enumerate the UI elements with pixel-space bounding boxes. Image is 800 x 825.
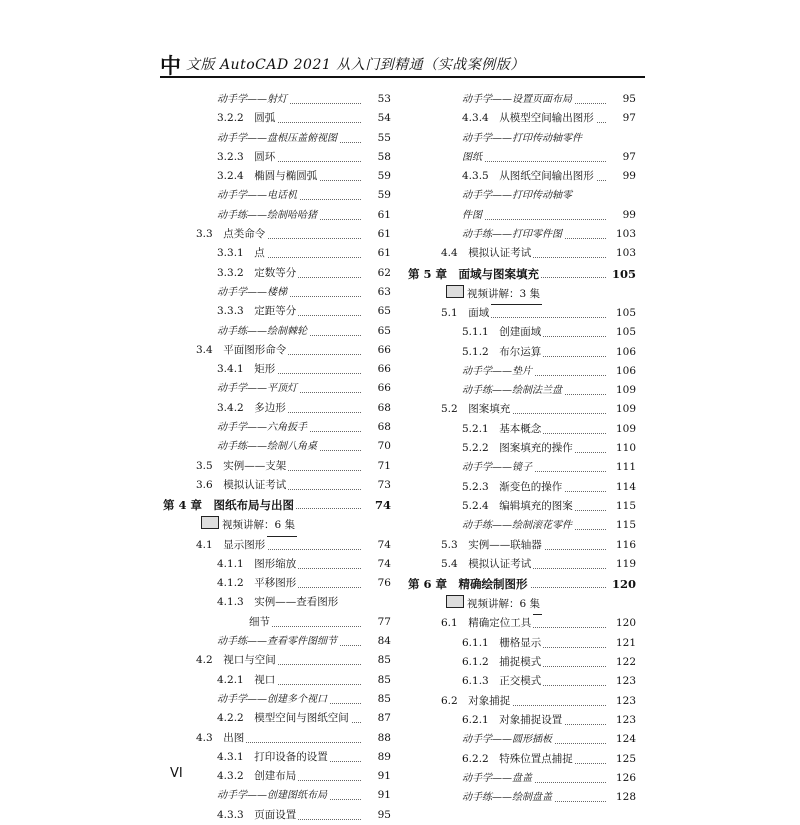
toc-entry-title: 3.3.2 定数等分 xyxy=(163,264,298,283)
video-label-box xyxy=(444,595,542,615)
toc-entry xyxy=(163,167,391,186)
video-lecture-label xyxy=(163,516,391,535)
toc-entry-title: 动手学——盘盖 xyxy=(408,769,534,788)
toc-entry-title: 6.1.2 捕捉模式 xyxy=(408,653,543,672)
toc-entry-title: 第 5 章 面域与图案填充 xyxy=(408,264,541,285)
toc-page-number: 85 xyxy=(376,651,391,670)
toc-entry xyxy=(163,574,391,593)
toc-page-number: 97 xyxy=(621,109,636,128)
toc-entry xyxy=(163,225,391,244)
toc-entry-title: 动手学——创建图纸布局 xyxy=(163,786,329,805)
toc-page-number: 128 xyxy=(614,788,636,807)
toc-entry xyxy=(408,186,636,205)
toc-entry-title: 3.6 模拟认证考试 xyxy=(163,476,288,495)
toc-page-number: 73 xyxy=(376,476,391,495)
toc-entry-title: 3.2.4 椭圆与椭圆弧 xyxy=(163,167,319,186)
toc-entry xyxy=(163,90,391,109)
toc-entry-title: 3.5 实例——支架 xyxy=(163,457,288,476)
toc-entry-title: 3.3.3 定距等分 xyxy=(163,302,298,321)
toc-entry-title: 动手学——六角扳手 xyxy=(163,418,309,437)
toc-entry xyxy=(408,788,636,807)
toc-page-number: 125 xyxy=(614,750,636,769)
toc-entry-title: 3.4 平面图形命令 xyxy=(163,341,288,360)
toc-entry-title: 3.4.1 矩形 xyxy=(163,360,277,379)
toc-page-number: 116 xyxy=(614,536,636,555)
toc-page-number: 55 xyxy=(376,129,391,148)
toc-entry xyxy=(408,167,636,186)
toc-page-number: 109 xyxy=(614,381,636,400)
toc-entry xyxy=(163,729,391,748)
toc-entry xyxy=(408,653,636,672)
toc-entry-title: 3.4.2 多边形 xyxy=(163,399,288,418)
toc-entry-title: 4.3 出图 xyxy=(163,729,246,748)
toc-page-number: 65 xyxy=(376,302,391,321)
toc-entry-title: 3.3.1 点 xyxy=(163,244,267,263)
toc-entry xyxy=(163,786,391,805)
toc-page-number: 71 xyxy=(376,457,391,476)
toc-page-number: 95 xyxy=(376,806,391,825)
toc-entry-title: 第 6 章 精确绘制图形 xyxy=(408,574,530,595)
toc-entry xyxy=(408,439,636,458)
toc-page-number: 122 xyxy=(614,653,636,672)
toc-entry-title: 4.1.3 实例——查看图形 xyxy=(163,593,340,612)
toc-entry xyxy=(163,593,391,612)
toc-page-number: 59 xyxy=(376,167,391,186)
toc-page-number: 115 xyxy=(614,497,636,516)
toc-page-number: 66 xyxy=(376,341,391,360)
toc-entry-title: 3.2.2 圆弧 xyxy=(163,109,277,128)
toc-entry xyxy=(163,148,391,167)
toc-page-number: 68 xyxy=(376,418,391,437)
toc-page-number: 121 xyxy=(614,634,636,653)
toc-entry xyxy=(408,381,636,400)
toc-page-number: 119 xyxy=(614,555,636,574)
toc-entry-title: 6.2.2 特殊位置点捕捉 xyxy=(408,750,575,769)
toc-page-number: 124 xyxy=(614,730,636,749)
video-icon xyxy=(446,595,464,608)
toc-entry xyxy=(163,536,391,555)
toc-entry xyxy=(408,343,636,362)
toc-entry xyxy=(408,536,636,555)
toc-entry-title: 动手学——创建多个视口 xyxy=(163,690,329,709)
toc-entry-title: 4.1.2 平移图形 xyxy=(163,574,298,593)
toc-page-number: 110 xyxy=(614,439,636,458)
toc-page-number: 99 xyxy=(621,167,636,186)
toc-page-number: 115 xyxy=(614,516,636,535)
toc-entry-title: 动手学——打印传动轴零 xyxy=(408,186,574,205)
toc-page-number: 105 xyxy=(614,323,636,342)
toc-page-number: 66 xyxy=(376,379,391,398)
toc-entry xyxy=(408,730,636,749)
toc-entry-title: 5.2.4 编辑填充的图案 xyxy=(408,497,575,516)
toc-entry xyxy=(163,302,391,321)
toc-page-number: 87 xyxy=(376,709,391,728)
toc-entry xyxy=(408,206,636,225)
toc-entry-title: 4.3.4 从模型空间输出图形 xyxy=(408,109,596,128)
toc-entry xyxy=(408,129,636,148)
toc-page-number: 76 xyxy=(376,574,391,593)
toc-entry-title: 6.1.3 正交模式 xyxy=(408,672,543,691)
toc-entry xyxy=(408,362,636,381)
toc-entry xyxy=(408,458,636,477)
toc-entry xyxy=(163,379,391,398)
toc-chapter xyxy=(408,574,636,595)
video-label-box xyxy=(199,516,297,536)
video-label-box xyxy=(444,285,542,305)
toc-page-number: 77 xyxy=(376,613,391,632)
video-icon xyxy=(446,285,464,298)
toc-page-number: 61 xyxy=(376,206,391,225)
toc-entry-title: 5.2.2 图案填充的操作 xyxy=(408,439,575,458)
toc-entry-title: 动手学——楼梯 xyxy=(163,283,289,302)
toc-entry-title: 5.2.3 渐变色的操作 xyxy=(408,478,564,497)
toc-entry xyxy=(163,109,391,128)
toc-entry xyxy=(163,360,391,379)
toc-entry-title: 5.1.1 创建面域 xyxy=(408,323,543,342)
toc-page-number: 74 xyxy=(376,536,391,555)
toc-page-number: 58 xyxy=(376,148,391,167)
toc-right-column xyxy=(408,90,636,807)
toc-page-number: 70 xyxy=(376,437,391,456)
toc-entry-title: 5.2 图案填充 xyxy=(408,400,512,419)
toc-entry xyxy=(163,341,391,360)
video-lecture-label xyxy=(408,285,636,304)
toc-entry-title: 4.2.1 视口 xyxy=(163,671,277,690)
toc-entry-title: 5.2.1 基本概念 xyxy=(408,420,543,439)
toc-entry xyxy=(408,244,636,263)
toc-page-number: 105 xyxy=(614,304,636,323)
toc-entry xyxy=(163,418,391,437)
running-header xyxy=(160,48,640,78)
toc-entry xyxy=(408,420,636,439)
toc-entry xyxy=(163,399,391,418)
toc-page-number: 89 xyxy=(376,748,391,767)
toc-entry-title: 动手学——镜子 xyxy=(408,458,534,477)
toc-entry-title: 动手学——电话机 xyxy=(163,186,299,205)
toc-entry xyxy=(408,400,636,419)
toc-page-number: 106 xyxy=(614,362,636,381)
toc-entry-title: 动手练——绘制滚花零件 xyxy=(408,516,574,535)
toc-entry xyxy=(163,437,391,456)
toc-entry-title: 动手练——绘制八角桌 xyxy=(163,437,319,456)
toc-entry xyxy=(163,244,391,263)
toc-entry-title: 动手学——平顶灯 xyxy=(163,379,299,398)
toc-entry xyxy=(408,304,636,323)
video-label-text: 视频讲解：3 集 xyxy=(467,287,541,300)
toc-entry-title: 动手学——打印传动轴零件 xyxy=(408,129,584,148)
toc-entry-title: 细节 xyxy=(163,613,272,632)
toc-page-number: 61 xyxy=(376,225,391,244)
toc-entry xyxy=(163,632,391,651)
toc-entry xyxy=(408,711,636,730)
toc-entry xyxy=(408,148,636,167)
toc-left-column xyxy=(163,90,391,825)
toc-entry-title: 动手练——查看零件图细节 xyxy=(163,632,339,651)
toc-page-number: 106 xyxy=(614,343,636,362)
toc-entry-title: 6.2.1 对象捕捉设置 xyxy=(408,711,564,730)
toc-entry-title: 动手练——绘制哈哈猪 xyxy=(163,206,319,225)
toc-entry-title: 6.2 对象捕捉 xyxy=(408,692,512,711)
toc-page-number: 123 xyxy=(614,711,636,730)
toc-page-number: 109 xyxy=(614,400,636,419)
toc-entry-title: 动手练——打印零件图 xyxy=(408,225,564,244)
toc-page-number: 66 xyxy=(376,360,391,379)
toc-entry xyxy=(163,767,391,786)
toc-entry-title: 动手学——圆形插板 xyxy=(408,730,554,749)
toc-page-number: 114 xyxy=(614,478,636,497)
toc-entry-title: 动手练——绘制法兰盘 xyxy=(408,381,564,400)
toc-entry xyxy=(163,264,391,283)
toc-page-number: 103 xyxy=(614,225,636,244)
toc-page-number: 85 xyxy=(376,671,391,690)
toc-entry-title: 6.1 精确定位工具 xyxy=(408,614,533,633)
toc-entry xyxy=(163,186,391,205)
toc-entry xyxy=(408,672,636,691)
toc-page-number: 91 xyxy=(376,767,391,786)
toc-chapter xyxy=(408,264,636,285)
toc-entry xyxy=(163,748,391,767)
toc-entry xyxy=(408,323,636,342)
toc-entry-title: 4.3.5 从图纸空间输出图形 xyxy=(408,167,596,186)
toc-page-number: 63 xyxy=(376,283,391,302)
toc-chapter xyxy=(163,495,391,516)
toc-entry xyxy=(163,129,391,148)
toc-page-number: 91 xyxy=(376,786,391,805)
toc-page-number: 95 xyxy=(621,90,636,109)
toc-page-number: 97 xyxy=(621,148,636,167)
toc-page-number: 123 xyxy=(614,672,636,691)
toc-entry-title: 4.4 模拟认证考试 xyxy=(408,244,533,263)
toc-page-number: 111 xyxy=(614,458,636,477)
toc-entry xyxy=(408,109,636,128)
toc-entry-title: 4.1.1 图形缩放 xyxy=(163,555,298,574)
toc-entry xyxy=(163,206,391,225)
page-number: VI xyxy=(170,766,183,781)
toc-entry xyxy=(408,750,636,769)
toc-entry xyxy=(163,806,391,825)
toc-page-number: 59 xyxy=(376,186,391,205)
toc-entry xyxy=(408,692,636,711)
toc-page-number: 54 xyxy=(376,109,391,128)
toc-entry-title: 5.1.2 布尔运算 xyxy=(408,343,543,362)
toc-entry-title xyxy=(408,285,544,305)
toc-entry xyxy=(163,651,391,670)
toc-page-number: 74 xyxy=(376,555,391,574)
toc-entry-title: 3.2.3 圆环 xyxy=(163,148,277,167)
toc-entry xyxy=(163,671,391,690)
toc-entry-title: 动手学——射灯 xyxy=(163,90,289,109)
toc-page-number: 105 xyxy=(610,264,636,285)
toc-entry-title: 6.1.1 栅格显示 xyxy=(408,634,543,653)
toc-entry-title: 动手学——设置页面布局 xyxy=(408,90,574,109)
toc-entry-title: 4.3.2 创建布局 xyxy=(163,767,298,786)
toc-entry xyxy=(163,690,391,709)
toc-entry xyxy=(408,769,636,788)
toc-page-number: 84 xyxy=(376,632,391,651)
toc-page-number: 99 xyxy=(621,206,636,225)
toc-entry-title xyxy=(163,516,299,536)
toc-entry-title: 件图 xyxy=(408,206,484,225)
toc-entry-title: 图纸 xyxy=(408,148,484,167)
toc-entry xyxy=(408,614,636,633)
toc-entry-title: 3.3 点类命令 xyxy=(163,225,267,244)
video-lecture-label xyxy=(408,595,636,614)
toc-page-number: 109 xyxy=(614,420,636,439)
toc-page-number: 68 xyxy=(376,399,391,418)
toc-page-number: 126 xyxy=(614,769,636,788)
toc-entry-title: 4.3.3 页面设置 xyxy=(163,806,298,825)
toc-entry-title: 4.1 显示图形 xyxy=(163,536,267,555)
toc-entry xyxy=(408,90,636,109)
toc-entry-title: 5.1 面域 xyxy=(408,304,491,323)
toc-page-number: 120 xyxy=(610,574,636,595)
toc-entry-title: 动手学——盘根压盖俯视图 xyxy=(163,129,339,148)
toc-page-number: 123 xyxy=(614,692,636,711)
toc-page-number: 74 xyxy=(373,495,391,516)
video-label-text: 视频讲解：6 集 xyxy=(467,598,541,611)
toc-entry xyxy=(408,478,636,497)
toc-entry xyxy=(163,476,391,495)
toc-entry xyxy=(163,555,391,574)
toc-entry xyxy=(163,322,391,341)
toc-entry-title: 4.3.1 打印设备的设置 xyxy=(163,748,330,767)
toc-page-number: 61 xyxy=(376,244,391,263)
toc-entry xyxy=(163,709,391,728)
toc-entry-title: 动手学——垫片 xyxy=(408,362,534,381)
toc-entry xyxy=(408,516,636,535)
toc-entry xyxy=(408,555,636,574)
toc-page-number: 65 xyxy=(376,322,391,341)
header-rule xyxy=(160,76,645,78)
toc-entry xyxy=(163,613,391,632)
toc-entry xyxy=(408,497,636,516)
header-logo: 中 xyxy=(160,53,181,78)
toc-entry-title: 动手练——绘制棘轮 xyxy=(163,322,309,341)
header-title: 文版 AutoCAD 2021 从入门到精通（实战案例版） xyxy=(186,57,525,73)
toc-entry xyxy=(163,457,391,476)
toc-page-number: 103 xyxy=(614,244,636,263)
toc-entry-title: 5.4 模拟认证考试 xyxy=(408,555,533,574)
toc-entry-title: 第 4 章 图纸布局与出图 xyxy=(163,495,296,516)
toc-entry-title xyxy=(408,595,544,615)
toc-page-number: 88 xyxy=(376,729,391,748)
toc-page-number: 53 xyxy=(376,90,391,109)
toc-entry xyxy=(163,283,391,302)
video-icon xyxy=(201,516,219,529)
toc-entry-title: 5.3 实例——联轴器 xyxy=(408,536,544,555)
video-label-text: 视频讲解：6 集 xyxy=(222,519,296,532)
toc-page-number: 62 xyxy=(376,264,391,283)
toc-entry-title: 动手练——绘制盘盖 xyxy=(408,788,554,807)
toc-page-number: 120 xyxy=(614,614,636,633)
toc-entry xyxy=(408,225,636,244)
toc-entry xyxy=(408,634,636,653)
toc-entry-title: 4.2 视口与空间 xyxy=(163,651,278,670)
toc-entry-title: 4.2.2 模型空间与图纸空间 xyxy=(163,709,351,728)
toc-page-number: 85 xyxy=(376,690,391,709)
